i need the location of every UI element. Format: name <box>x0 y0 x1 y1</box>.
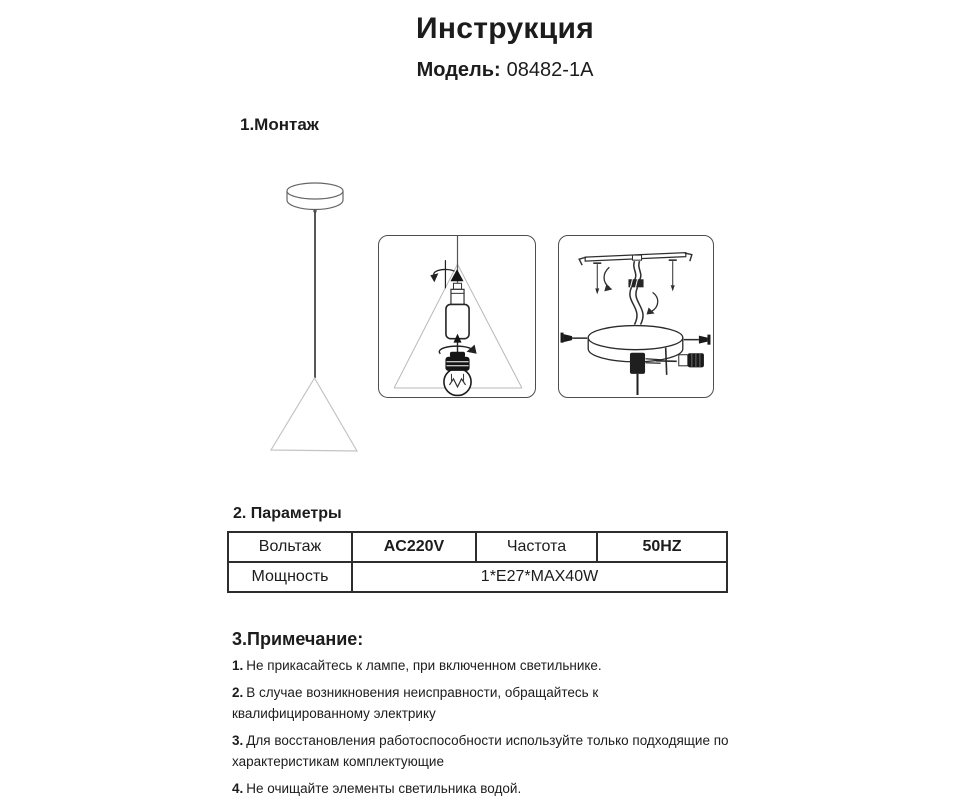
side-screw-arrow-icon <box>684 335 711 345</box>
voltage-value-cell: AC220V <box>352 532 476 562</box>
canopy-mounting-drawing <box>559 236 713 397</box>
wires-icon <box>628 261 643 324</box>
cone-shade-icon <box>271 378 357 451</box>
ceiling-canopy-icon <box>287 183 343 213</box>
frequency-label-cell: Частота <box>476 532 597 562</box>
frequency-value-cell: 50HZ <box>597 532 727 562</box>
model-line <box>40 59 970 82</box>
note-text: Не прикасайтесь к лампе, при включенном светильнике. <box>246 658 602 673</box>
section-heading-notes: 3.Примечание: <box>232 629 364 649</box>
note-item <box>232 778 737 799</box>
socket-bulb-assembly-drawing <box>379 236 535 397</box>
model-value: 08482-1A <box>506 59 594 81</box>
power-label-cell: Мощность <box>228 562 352 592</box>
notes-list <box>232 655 737 805</box>
note-number: 3. <box>232 733 244 748</box>
canopy-mounting-figure <box>558 235 714 398</box>
note-number: 2. <box>232 685 244 700</box>
hanging-screw-icon <box>593 263 601 294</box>
hanging-screw-icon <box>669 260 677 291</box>
section-heading-montage: 1.Монтаж <box>240 115 319 134</box>
rotate-arrow-icon <box>430 260 454 288</box>
model-label: Модель: <box>416 59 501 81</box>
note-text: В случае возникновения неисправности, обращайтесь к квалифицированному электрику <box>232 685 599 721</box>
light-bulb-icon <box>444 352 471 396</box>
note-item <box>232 655 737 676</box>
table-row <box>228 532 727 562</box>
parameters-table <box>227 531 728 593</box>
side-screw-arrow-icon <box>561 333 588 343</box>
section-heading-parameters: 2. Параметры <box>233 505 342 522</box>
note-item <box>232 682 737 724</box>
voltage-label-cell: Вольтаж <box>228 532 352 562</box>
note-number: 1. <box>232 658 244 673</box>
page-title: Инструкция <box>415 12 595 45</box>
curved-arrow-icon <box>604 267 612 291</box>
curved-arrow-icon <box>647 292 658 314</box>
socket-assembly-figure <box>378 235 536 398</box>
cord-grip-icon <box>630 353 645 395</box>
note-item <box>232 730 737 772</box>
note-number: 4. <box>232 781 244 796</box>
note-text: Не очищайте элементы светильника водой. <box>246 781 522 796</box>
table-row <box>228 562 727 592</box>
lamp-socket-icon <box>446 283 469 338</box>
note-text: Для восстановления работоспособности используйте только подходящие по характеристикам комплектующие <box>232 733 729 769</box>
power-value-cell: 1*E27*MAX40W <box>352 562 727 592</box>
